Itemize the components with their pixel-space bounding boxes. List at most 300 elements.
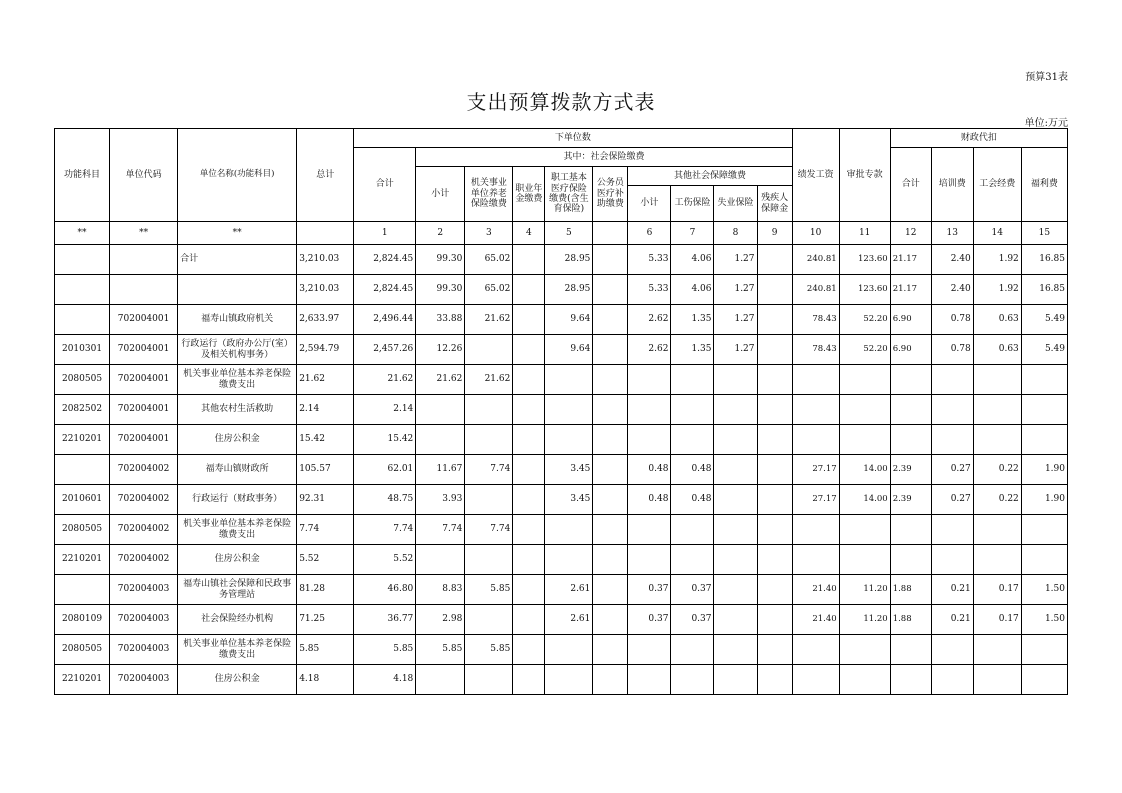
amount-cell [513,365,545,395]
unit-name-cell: 住房公积金 [178,665,297,695]
column-index-cell [593,222,628,245]
col-unit-name: 单位名称(功能科目) [178,129,297,222]
col-annuity: 职业年金缴费 [513,167,545,222]
amount-cell [757,365,792,395]
table-row [55,305,1068,335]
column-index-cell: 3 [465,222,513,245]
func-code-cell [55,245,110,275]
amount-cell [757,245,792,275]
amount-cell: 7.74 [354,515,416,545]
amount-cell [890,635,931,665]
total-cell: 21.62 [297,365,354,395]
amount-cell [890,395,931,425]
amount-cell: 2.39 [890,485,931,515]
col-approved: 审批专款 [839,129,890,222]
column-index-cell: 12 [890,222,931,245]
amount-cell [757,305,792,335]
amount-cell: 14.00 [839,455,890,485]
unit-name-cell: 机关事业单位基本养老保险缴费支出 [178,365,297,395]
amount-cell [757,545,792,575]
amount-cell: 15.42 [354,425,416,455]
amount-cell [757,395,792,425]
unit-code-cell: 702004001 [110,305,178,335]
amount-cell [671,425,714,455]
column-index-cell: ** [178,222,297,245]
amount-cell [792,395,839,425]
amount-cell [1021,365,1067,395]
amount-cell [890,515,931,545]
amount-cell [792,515,839,545]
unit-name-cell: 机关事业单位基本养老保险缴费支出 [178,515,297,545]
amount-cell [416,395,465,425]
amount-cell: 9.64 [545,335,593,365]
total-cell: 2,633.97 [297,305,354,335]
amount-cell: 0.37 [628,605,671,635]
amount-cell [628,365,671,395]
amount-cell [628,395,671,425]
unit-code-cell: 702004002 [110,515,178,545]
col-unemployment: 失业保险 [714,186,757,222]
amount-cell [465,335,513,365]
amount-cell: 78.43 [792,305,839,335]
amount-cell [465,605,513,635]
amount-cell [714,485,757,515]
amount-cell: 11.67 [416,455,465,485]
column-index-cell: 13 [931,222,973,245]
amount-cell [973,665,1021,695]
amount-cell: 0.63 [973,335,1021,365]
amount-cell [513,305,545,335]
amount-cell [973,515,1021,545]
amount-cell: 123.60 [839,275,890,305]
total-cell: 4.18 [297,665,354,695]
amount-cell: 7.74 [465,455,513,485]
amount-cell: 48.75 [354,485,416,515]
amount-cell: 65.02 [465,275,513,305]
total-cell: 15.42 [297,425,354,455]
col-fiscal-deduct: 财政代扣 [890,129,1067,148]
table-row [55,605,1068,635]
col-perf-wage: 绩发工资 [792,129,839,222]
amount-cell [1021,635,1067,665]
col-social-insurance: 其中：社会保险缴费 [416,148,792,167]
amount-cell: 2.61 [545,575,593,605]
amount-cell [465,395,513,425]
amount-cell [593,365,628,395]
amount-cell [839,365,890,395]
amount-cell [513,455,545,485]
func-code-cell: 2080505 [55,635,110,665]
amount-cell: 99.30 [416,275,465,305]
func-code-cell: 2080109 [55,605,110,635]
col-union: 工会经费 [973,148,1021,222]
amount-cell [593,245,628,275]
amount-cell [714,605,757,635]
amount-cell: 46.80 [354,575,416,605]
col-total: 总计 [297,129,354,222]
amount-cell [792,665,839,695]
amount-cell: 14.00 [839,485,890,515]
amount-cell [973,365,1021,395]
unit-name-cell: 福寿山镇社会保障和民政事务管理站 [178,575,297,605]
amount-cell [839,515,890,545]
amount-cell: 5.85 [465,575,513,605]
amount-cell: 2.62 [628,305,671,335]
page-title: 支出预算拨款方式表 [466,90,656,114]
amount-cell [714,365,757,395]
amount-cell: 2,824.45 [354,275,416,305]
total-cell: 92.31 [297,485,354,515]
amount-cell [839,665,890,695]
amount-cell [714,425,757,455]
amount-cell [973,425,1021,455]
col-civil-medical: 公务员医疗补助缴费 [593,167,628,222]
amount-cell [671,635,714,665]
amount-cell [714,455,757,485]
amount-cell [545,635,593,665]
amount-cell [973,395,1021,425]
col-pension: 机关事业单位养老保险缴费 [465,167,513,222]
amount-cell [593,485,628,515]
amount-cell: 27.17 [792,485,839,515]
col-unit-code: 单位代码 [110,129,178,222]
amount-cell: 123.60 [839,245,890,275]
amount-cell [792,425,839,455]
unit-name-cell: 合计 [178,245,297,275]
amount-cell [792,365,839,395]
total-cell: 105.57 [297,455,354,485]
unit-code-cell: 702004001 [110,365,178,395]
amount-cell [757,605,792,635]
amount-cell: 0.27 [931,485,973,515]
amount-cell [792,545,839,575]
amount-cell [593,635,628,665]
amount-cell [545,365,593,395]
column-index-cell: ** [110,222,178,245]
amount-cell [1021,545,1067,575]
amount-cell: 21.40 [792,605,839,635]
unit-name-cell: 行政运行（财政事务） [178,485,297,515]
unit-name-cell [178,275,297,305]
amount-cell: 9.64 [545,305,593,335]
form-number: 预算31表 [1025,72,1068,83]
amount-cell: 240.81 [792,245,839,275]
amount-cell [890,665,931,695]
amount-cell [671,395,714,425]
amount-cell [513,665,545,695]
amount-cell: 0.22 [973,455,1021,485]
amount-cell [757,575,792,605]
unit-label: 单位:万元 [1024,118,1068,129]
amount-cell [593,425,628,455]
amount-cell: 0.63 [973,305,1021,335]
amount-cell: 7.74 [465,515,513,545]
amount-cell: 52.20 [839,335,890,365]
amount-cell: 36.77 [354,605,416,635]
amount-cell: 12.26 [416,335,465,365]
func-code-cell: 2010301 [55,335,110,365]
func-code-cell: 2082502 [55,395,110,425]
amount-cell: 33.88 [416,305,465,335]
col-training: 培训费 [931,148,973,222]
amount-cell: 2.61 [545,605,593,635]
amount-cell: 1.27 [714,305,757,335]
column-index-cell: 9 [757,222,792,245]
amount-cell: 0.21 [931,575,973,605]
amount-cell: 21.62 [354,365,416,395]
amount-cell: 28.95 [545,275,593,305]
amount-cell [757,425,792,455]
unit-code-cell [110,275,178,305]
amount-cell: 99.30 [416,245,465,275]
column-index-cell: 1 [354,222,416,245]
amount-cell: 11.20 [839,575,890,605]
amount-cell: 1.35 [671,335,714,365]
amount-cell [593,395,628,425]
amount-cell [890,365,931,395]
amount-cell [513,335,545,365]
unit-code-cell: 702004001 [110,395,178,425]
amount-cell: 21.17 [890,275,931,305]
amount-cell [513,635,545,665]
total-cell: 5.52 [297,545,354,575]
amount-cell [513,545,545,575]
amount-cell [839,395,890,425]
unit-name-cell: 住房公积金 [178,425,297,455]
table-row [55,395,1068,425]
table-row [55,365,1068,395]
total-cell: 71.25 [297,605,354,635]
table-body [55,245,1068,695]
amount-cell [792,635,839,665]
amount-cell: 5.49 [1021,305,1067,335]
amount-cell [465,485,513,515]
amount-cell: 4.06 [671,245,714,275]
amount-cell [1021,395,1067,425]
amount-cell: 5.85 [465,635,513,665]
amount-cell: 1.27 [714,275,757,305]
amount-cell: 1.92 [973,275,1021,305]
col-lower-units: 下单位数 [354,129,792,148]
table-row [55,425,1068,455]
amount-cell: 4.18 [354,665,416,695]
amount-cell: 2.39 [890,455,931,485]
unit-name-cell: 其他农村生活救助 [178,395,297,425]
amount-cell: 6.90 [890,305,931,335]
amount-cell: 21.62 [465,305,513,335]
amount-cell: 6.90 [890,335,931,365]
amount-cell [593,455,628,485]
func-code-cell: 2210201 [55,425,110,455]
amount-cell [890,545,931,575]
amount-cell [628,545,671,575]
func-code-cell [55,305,110,335]
table-row [55,575,1068,605]
amount-cell [593,665,628,695]
unit-name-cell: 住房公积金 [178,545,297,575]
amount-cell [931,515,973,545]
amount-cell [671,515,714,545]
column-index-cell: 4 [513,222,545,245]
amount-cell: 28.95 [545,245,593,275]
amount-cell: 21.62 [465,365,513,395]
amount-cell [513,275,545,305]
amount-cell: 0.37 [628,575,671,605]
amount-cell: 52.20 [839,305,890,335]
amount-cell: 1.27 [714,245,757,275]
unit-name-cell: 机关事业单位基本养老保险缴费支出 [178,635,297,665]
col-other-insurance: 其他社会保障缴费 [628,167,792,186]
col-injury: 工伤保险 [671,186,714,222]
amount-cell: 11.20 [839,605,890,635]
amount-cell [890,425,931,455]
amount-cell: 65.02 [465,245,513,275]
amount-cell: 0.22 [973,485,1021,515]
col-medical: 职工基本医疗保险缴费(含生育保险) [545,167,593,222]
amount-cell: 62.01 [354,455,416,485]
amount-cell [416,545,465,575]
amount-cell: 1.90 [1021,455,1067,485]
amount-cell [465,545,513,575]
amount-cell [545,395,593,425]
unit-name-cell: 福寿山镇政府机关 [178,305,297,335]
amount-cell [513,425,545,455]
amount-cell [839,635,890,665]
amount-cell: 2.40 [931,245,973,275]
amount-cell [839,545,890,575]
amount-cell: 1.88 [890,575,931,605]
amount-cell: 5.52 [354,545,416,575]
unit-code-cell: 702004003 [110,575,178,605]
amount-cell [839,425,890,455]
amount-cell [714,545,757,575]
func-code-cell [55,275,110,305]
col-disabled: 残疾人保障金 [757,186,792,222]
budget-table [54,128,1068,695]
amount-cell [973,635,1021,665]
column-index-cell: 11 [839,222,890,245]
amount-cell: 1.92 [973,245,1021,275]
amount-cell [416,425,465,455]
amount-cell [545,515,593,545]
amount-cell: 21.40 [792,575,839,605]
amount-cell: 2.14 [354,395,416,425]
amount-cell [593,515,628,545]
unit-code-cell: 702004003 [110,605,178,635]
amount-cell [513,515,545,545]
amount-cell [628,425,671,455]
amount-cell: 0.27 [931,455,973,485]
amount-cell: 0.48 [628,455,671,485]
total-cell: 7.74 [297,515,354,545]
unit-code-cell: 702004003 [110,635,178,665]
amount-cell [757,335,792,365]
column-index-cell: 5 [545,222,593,245]
func-code-cell: 2210201 [55,665,110,695]
amount-cell: 240.81 [792,275,839,305]
amount-cell: 2,496.44 [354,305,416,335]
amount-cell: 7.74 [416,515,465,545]
amount-cell: 21.62 [416,365,465,395]
amount-cell [714,635,757,665]
func-code-cell [55,455,110,485]
total-cell: 2,594.79 [297,335,354,365]
unit-code-cell: 702004002 [110,455,178,485]
amount-cell [545,665,593,695]
table-row [55,635,1068,665]
amount-cell [628,635,671,665]
amount-cell: 2.98 [416,605,465,635]
func-code-cell: 2210201 [55,545,110,575]
amount-cell [931,635,973,665]
unit-code-cell: 702004002 [110,545,178,575]
amount-cell [513,245,545,275]
amount-cell [1021,665,1067,695]
func-code-cell [55,575,110,605]
unit-code-cell [110,245,178,275]
amount-cell: 0.17 [973,605,1021,635]
amount-cell [757,275,792,305]
total-cell: 5.85 [297,635,354,665]
table-row [55,545,1068,575]
amount-cell [931,545,973,575]
amount-cell [757,515,792,545]
table-row [55,275,1068,305]
amount-cell [1021,515,1067,545]
amount-cell: 5.33 [628,275,671,305]
amount-cell: 0.78 [931,335,973,365]
amount-cell: 1.50 [1021,575,1067,605]
amount-cell: 1.35 [671,305,714,335]
func-code-cell: 2080505 [55,515,110,545]
amount-cell [931,665,973,695]
amount-cell [714,575,757,605]
amount-cell: 0.37 [671,575,714,605]
amount-cell [931,395,973,425]
amount-cell: 2,457.26 [354,335,416,365]
column-index-cell: 7 [671,222,714,245]
amount-cell: 0.48 [671,485,714,515]
amount-cell [593,575,628,605]
amount-cell [757,635,792,665]
amount-cell [465,425,513,455]
amount-cell: 27.17 [792,455,839,485]
table-row [55,515,1068,545]
amount-cell [465,665,513,695]
amount-cell: 3.45 [545,485,593,515]
amount-cell [593,335,628,365]
table-row [55,455,1068,485]
amount-cell [671,365,714,395]
amount-cell [593,605,628,635]
amount-cell: 2,824.45 [354,245,416,275]
unit-code-cell: 702004001 [110,335,178,365]
amount-cell [416,665,465,695]
amount-cell [714,395,757,425]
amount-cell: 5.49 [1021,335,1067,365]
column-index-cell: 8 [714,222,757,245]
amount-cell: 78.43 [792,335,839,365]
amount-cell: 0.48 [671,455,714,485]
amount-cell [513,485,545,515]
amount-cell: 21.17 [890,245,931,275]
amount-cell [513,605,545,635]
amount-cell: 0.17 [973,575,1021,605]
func-code-cell: 2010601 [55,485,110,515]
col-subtotal-total: 合计 [354,148,416,222]
amount-cell: 5.33 [628,245,671,275]
amount-cell: 2.40 [931,275,973,305]
